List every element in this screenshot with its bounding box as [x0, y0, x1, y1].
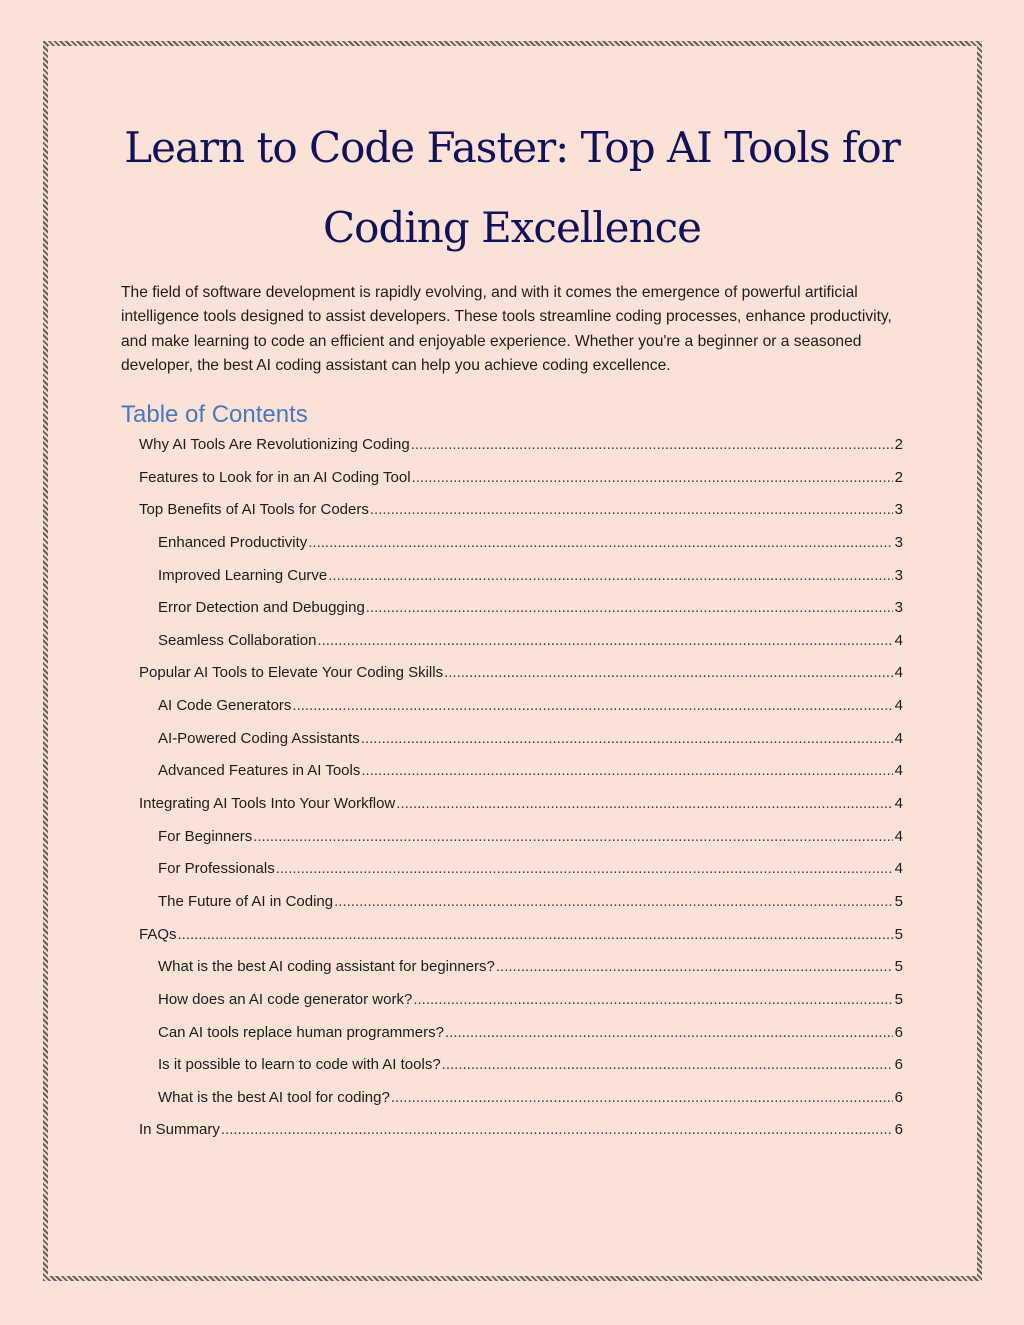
- toc-entry-text[interactable]: Enhanced Productivity: [158, 533, 308, 551]
- table-of-contents: [139, 432, 903, 1150]
- toc-page-number: 4: [894, 762, 903, 780]
- toc-leader-dots: [308, 530, 892, 556]
- toc-entry-text[interactable]: Seamless Collaboration: [158, 631, 317, 649]
- toc-page-number: 3: [894, 533, 903, 551]
- toc-leader-dots: [317, 628, 892, 654]
- toc-entry[interactable]: [139, 628, 903, 661]
- toc-entry-text[interactable]: Integrating AI Tools Into Your Workflow: [139, 795, 396, 813]
- toc-leader-dots: [411, 432, 893, 458]
- toc-leader-dots: [292, 693, 892, 719]
- toc-entry[interactable]: [139, 693, 903, 726]
- toc-entry[interactable]: [139, 432, 903, 465]
- toc-leader-dots: [496, 954, 893, 980]
- toc-entry[interactable]: [139, 889, 903, 922]
- toc-page-number: 4: [894, 729, 903, 747]
- toc-entry-text[interactable]: Is it possible to learn to code with AI tools?: [158, 1056, 441, 1074]
- toc-leader-dots: [442, 1052, 893, 1078]
- toc-entry-text[interactable]: Top Benefits of AI Tools for Coders: [139, 501, 369, 519]
- toc-entry[interactable]: [139, 497, 903, 530]
- toc-leader-dots: [328, 563, 892, 589]
- toc-entry-text[interactable]: Advanced Features in AI Tools: [158, 762, 361, 780]
- toc-page-number: 4: [894, 631, 903, 649]
- toc-leader-dots: [396, 791, 892, 817]
- toc-page-number: 5: [894, 925, 903, 943]
- toc-page-number: 3: [894, 566, 903, 584]
- toc-entry[interactable]: [139, 758, 903, 791]
- toc-page-number: 2: [894, 436, 903, 453]
- toc-leader-dots: [391, 1085, 893, 1111]
- intro-paragraph: The field of software development is rapidly evolving, and with it comes the emergence of powerful artificial intelligence tools designed to assist developers. These tools streamline coding processes, enhance productivity, and make learning to code an efficient and enjoyable experience. Whether you're a beginner or a seasoned developer, the best AI coding assistant can help you achieve coding excellence.: [121, 284, 892, 374]
- toc-entry[interactable]: [139, 726, 903, 759]
- toc-page-number: 6: [894, 1121, 903, 1139]
- toc-entry-text[interactable]: Can AI tools replace human programmers?: [158, 1023, 444, 1041]
- toc-entry-text[interactable]: Error Detection and Debugging: [158, 599, 365, 617]
- toc-leader-dots: [276, 856, 893, 882]
- toc-leader-dots: [412, 465, 893, 491]
- document-title: Learn to Code Faster: Top AI Tools for Coding Excellence: [124, 123, 900, 252]
- toc-page-number: 3: [894, 501, 903, 519]
- toc-page-number: 4: [894, 664, 903, 682]
- toc-entry[interactable]: [139, 1085, 903, 1118]
- toc-page-number: 4: [894, 827, 903, 845]
- toc-entry[interactable]: [139, 660, 903, 693]
- toc-page-number: 5: [894, 958, 903, 976]
- toc-entry[interactable]: [139, 987, 903, 1020]
- toc-leader-dots: [253, 824, 892, 850]
- toc-entry-text[interactable]: Improved Learning Curve: [158, 566, 328, 584]
- toc-page-number: 6: [894, 1088, 903, 1106]
- toc-page-number: 2: [894, 468, 903, 486]
- toc-entry[interactable]: [139, 563, 903, 596]
- toc-entry-text[interactable]: AI Code Generators: [158, 697, 292, 715]
- toc-entry[interactable]: [139, 954, 903, 987]
- toc-page-number: 5: [894, 990, 903, 1008]
- toc-entry-text[interactable]: In Summary: [139, 1121, 220, 1139]
- toc-entry[interactable]: [139, 1117, 903, 1150]
- toc-page-number: 4: [894, 860, 903, 878]
- toc-page-number: 4: [894, 795, 903, 813]
- toc-entry[interactable]: [139, 530, 903, 563]
- toc-entry[interactable]: [139, 922, 903, 955]
- toc-entry-text[interactable]: How does an AI code generator work?: [158, 990, 413, 1008]
- toc-page-number: 4: [894, 697, 903, 715]
- toc-entry[interactable]: [139, 465, 903, 498]
- toc-leader-dots: [366, 595, 893, 621]
- toc-entry-text[interactable]: Why AI Tools Are Revolutionizing Coding: [139, 436, 410, 453]
- toc-entry[interactable]: [139, 824, 903, 857]
- toc-entry[interactable]: [139, 595, 903, 628]
- toc-entry-text[interactable]: For Beginners: [158, 827, 253, 845]
- toc-entry[interactable]: [139, 1052, 903, 1085]
- toc-leader-dots: [361, 726, 893, 752]
- toc-entry-text[interactable]: For Professionals: [158, 860, 275, 878]
- toc-entry-text[interactable]: What is the best AI coding assistant for beginners?: [158, 958, 495, 976]
- toc-entry[interactable]: [139, 1020, 903, 1053]
- toc-entry-text[interactable]: The Future of AI in Coding: [158, 892, 334, 910]
- toc-entry[interactable]: [139, 856, 903, 889]
- toc-leader-dots: [221, 1117, 893, 1143]
- toc-page-number: 5: [894, 892, 903, 910]
- toc-leader-dots: [178, 922, 893, 948]
- toc-entry-text[interactable]: What is the best AI tool for coding?: [158, 1088, 390, 1106]
- toc-entry-text[interactable]: Popular AI Tools to Elevate Your Coding Skills: [139, 664, 444, 682]
- toc-page-number: 3: [894, 599, 903, 617]
- toc-entry[interactable]: [139, 791, 903, 824]
- toc-page-number: 6: [894, 1023, 903, 1041]
- toc-heading: Table of Contents: [121, 401, 308, 428]
- toc-leader-dots: [445, 1020, 893, 1046]
- toc-page-number: 6: [894, 1056, 903, 1074]
- toc-leader-dots: [361, 758, 892, 784]
- toc-leader-dots: [370, 497, 893, 523]
- toc-leader-dots: [334, 889, 893, 915]
- toc-entry-text[interactable]: FAQs: [139, 925, 177, 943]
- toc-entry-text[interactable]: Features to Look for in an AI Coding Tool: [139, 468, 411, 486]
- toc-leader-dots: [444, 660, 893, 686]
- toc-entry-text[interactable]: AI-Powered Coding Assistants: [158, 729, 360, 747]
- toc-leader-dots: [413, 987, 892, 1013]
